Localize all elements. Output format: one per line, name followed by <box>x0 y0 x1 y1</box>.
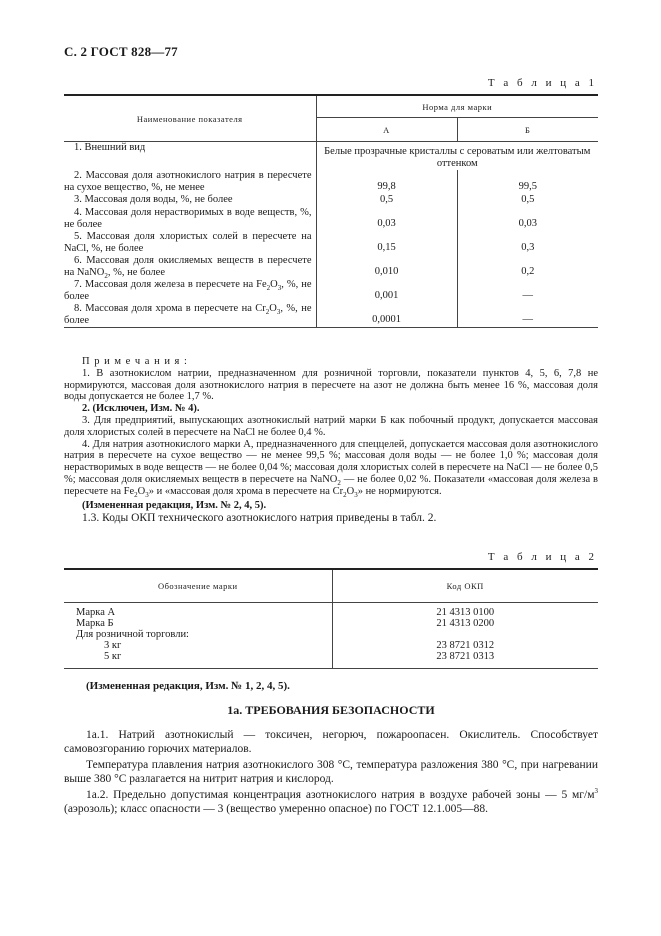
col-header-a: А <box>316 118 457 142</box>
safety-p2: Температура плавления натрия азотнокислого 308 °С, температура разложения 380 °С, при нагревании выше 380 °С разлагается на нитрит натрия и кислород. <box>64 759 598 785</box>
row-value-b: 0,3 <box>521 242 535 253</box>
col-header-mark: Обозначение марки <box>64 569 332 603</box>
edit-note-1: (Измененная редакция, Изм. № 2, 4, 5). <box>82 499 267 511</box>
table2-caption: Т а б л и ц а 2 <box>487 551 597 563</box>
notes-block <box>64 356 598 525</box>
row-value-b: 99,5 <box>518 181 537 192</box>
safety-p3: 1а.2. Предельно допустимая концентрация азотнокислого натрия в воздухе рабочей зоны — 5 $мг/м^3$ (аэрозоль); класс опасности — 3 (вещество умеренно опасное) по ГОСТ 12.1.005—88. <box>64 787 598 815</box>
table1-row <box>64 255 598 279</box>
note-3: 3. Для предприятий, выпускающих азотнокислый натрий марки Б как побочный продукт, допускается массовая доля хлористых солей в пересчете на NaCl не более 0,4 %. <box>64 414 598 438</box>
safety-heading: 1а. ТРЕБОВАНИЯ БЕЗОПАСНОСТИ <box>227 703 435 717</box>
code-cell <box>332 629 598 640</box>
row-value-a: 0,5 <box>316 194 457 207</box>
mark-cell: Марка А <box>64 603 332 619</box>
row-name: 3. Массовая доля воды, %, не более <box>64 194 316 207</box>
mark-cell: 5 кг <box>64 651 332 669</box>
row-name: 2. Массовая доля азотнокислого натрия в пересчете на сухое вещество, %, не менее <box>64 170 316 194</box>
row-merged-value: Белые прозрачные кристаллы с сероватым или желтоватым оттенком <box>324 146 591 169</box>
row-name: 8. Массовая доля хрома в пересчете на $Cr_2O_3$, %, не более <box>64 303 316 328</box>
row-name: 4. Массовая доля нерастворимых в воде веществ, %, не более <box>64 207 316 231</box>
safety-p1: 1а.1. Натрий азотнокислый — токсичен, негорюч, пожароопасен. Окислитель. Способствует самовозгоранию горючих материалов. <box>64 729 598 755</box>
table-2 <box>64 568 598 669</box>
row-value-a: 0,010 <box>316 255 457 279</box>
table2-row <box>64 629 598 640</box>
row-name: 5. Массовая доля хлористых солей в пересчете на NaCl, %, не более <box>64 231 316 255</box>
table1-row <box>64 279 598 303</box>
table1-row <box>64 142 598 171</box>
row-value-b: — <box>457 303 598 328</box>
row-value-b: 0,2 <box>521 266 535 277</box>
row-value-a: 0,03 <box>316 207 457 231</box>
code-cell: 21 4313 0100 <box>436 607 495 618</box>
row-name: 1. Внешний вид <box>64 142 316 171</box>
safety-body <box>64 729 598 816</box>
table-1 <box>64 94 598 328</box>
table1-row <box>64 231 598 255</box>
table2-row <box>64 640 598 651</box>
paragraph-1-3: 1.3. Коды ОКП технического азотнокислого натрия приведены в табл. 2. <box>82 512 437 525</box>
edit-note-2-text: (Измененная редакция, Изм. № 1, 2, 4, 5). <box>86 680 290 692</box>
row-name: 7. Массовая доля железа в пересчете на $Fe_2O_3$, %, не более <box>64 279 316 303</box>
code-cell: 21 4313 0200 <box>436 618 495 629</box>
col-header-code: Код ОКП <box>332 569 598 603</box>
mark-cell: 3 кг <box>64 640 332 651</box>
row-value-b: 0,03 <box>518 218 537 229</box>
page-header: С. 2 ГОСТ 828—77 <box>64 44 178 59</box>
note-1: 1. В азотнокислом натрии, предназначенном для розничной торговли, показатели пунктов 4, 5, 6, 7,8 не нормируются, массовая доля азотнокислого натрия в пересчете на азот не должна быть менее 16 %, массовая доля воды допускается не более 1,7 %. <box>64 367 598 403</box>
note-2: 2. (Исключен, Изм. № 4). <box>82 403 200 415</box>
row-value-b: 0,5 <box>521 194 535 205</box>
row-name: 6. Массовая доля окисляемых веществ в пересчете на NaNO$_2$, %, не более <box>64 255 316 279</box>
row-value-a: 99,8 <box>316 170 457 194</box>
mark-cell: Марка Б <box>64 618 332 629</box>
col-header-name: Наименование показателя <box>64 95 316 142</box>
table2-row <box>64 651 598 669</box>
note-4: 4. Для натрия азотнокислого марки А, предназначенного для спеццелей, допускается массовая доля азотнокислого натрия в пересчете на сухое вещество — не менее 99,5 %; массовая доля воды — не более 1,0 %; массовая доля нерастворимых в воде веществ — не более 0,04 %; массовая доля хлористых солей в пересчете на NaCl — не более 0,5 %; массовая доля окисляемых веществ в пересчете на NaNO$_2$ — не более 0,02 %. Показатели «массовая доля железа в пересчете на $Fe_2O_3$» и «массовая доля хрома в пересчете на $Cr_2O_3$» не нормируются. <box>64 438 599 499</box>
row-value-b: — <box>522 290 533 301</box>
row-value-a: 0,001 <box>316 279 457 303</box>
edit-note-2 <box>64 680 598 694</box>
table1-caption: Т а б л и ц а 1 <box>487 77 597 89</box>
code-cell: 23 8721 0312 <box>436 640 495 651</box>
table2-row <box>64 618 598 629</box>
mark-cell: Для розничной торговли: <box>64 629 332 640</box>
table1-row <box>64 303 598 328</box>
table1-row <box>64 194 598 207</box>
notes-title: П р и м е ч а н и я : <box>82 356 188 367</box>
table2-row <box>64 603 598 619</box>
row-value-a: 0,15 <box>316 231 457 255</box>
col-header-b: Б <box>457 118 598 142</box>
table1-row <box>64 170 598 194</box>
row-value-a: 0,0001 <box>316 303 457 328</box>
code-cell: 23 8721 0313 <box>332 651 598 669</box>
table1-row <box>64 207 598 231</box>
col-header-norm: Норма для марки <box>316 95 598 118</box>
